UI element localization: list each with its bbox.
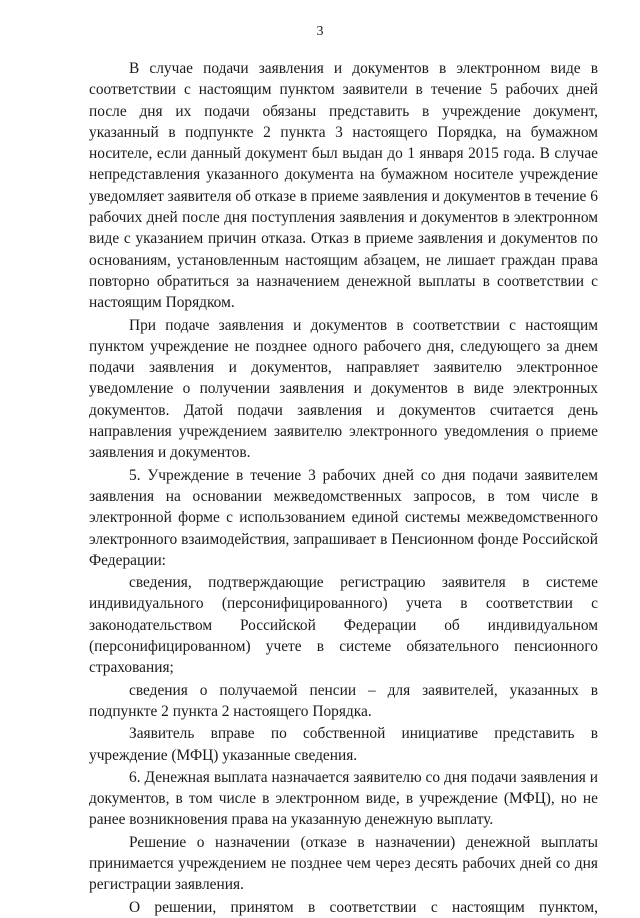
paragraph-applicant-initiative: Заявитель вправе по собственной инициативе представить в учреждение (МФЦ) указанные сведения. xyxy=(89,725,598,764)
paragraph-electronic-submission: В случае подачи заявления и документов в электронном виде в соответствии с настоящим пунктом заявители в течение 5 рабочих дней после дня их подачи обязаны представить в учреждение документ, указанный в подпункте 2 пункта 3 настоящего Порядка, на бумажном носителе, если данный документ был выдан до 1 января 2015 года. В случае непредставления указанного документа на бумажном носителе учреждение уведомляет заявителя об отказе в приеме заявления и документов в течение 6 рабочих дней после дня поступления заявления и документов в электронном виде с указанием причин отказа. Отказ в приеме заявления и документов по основаниям, установленным настоящим абзацем, не лишает граждан права повторно обратиться за назначением денежной выплаты в соответствии с настоящим Порядком. xyxy=(89,60,598,312)
paragraph-electronic-notification: При подаче заявления и документов в соответствии с настоящим пунктом учреждение не позднее одного рабочего дня, следующего за днем подачи заявления и документов, направляет заявителю электронное уведомление о получении заявления и документов в виде электронных документов. Датой подачи заявления и документов считается день направления учреждением заявителю электронного уведомления о приеме заявления и документов. xyxy=(89,316,598,462)
document-body xyxy=(89,58,598,918)
paragraph-registration-info: сведения, подтверждающие регистрацию заявителя в системе индивидуального (персонифицированного) учета в соответствии с законодательством Российской Федерации об индивидуальном (персонифицированном) учете в системе обязательного пенсионного страхования; xyxy=(89,574,598,677)
paragraph-decision-deadline: Решение о назначении (отказе в назначении) денежной выплаты принимается учреждением не позднее чем через десять рабочих дней со дня регистрации заявления. xyxy=(89,833,598,894)
page-number: 3 xyxy=(316,24,324,39)
paragraph-item-6-payment-assignment: 6. Денежная выплата назначается заявителю со дня подачи заявления и документов, в том числе в электронном виде, в учреждение (МФЦ), но не ранее возникновения права на указанную денежную выплату. xyxy=(89,768,598,829)
paragraph-decision-notice: О решении, принятом в соответствии с настоящим пунктом, xyxy=(129,898,598,916)
paragraph-pension-info: сведения о получаемой пенсии – для заявителей, указанных в подпункте 2 пункта 2 настоящего Порядка. xyxy=(89,681,598,720)
paragraph-item-5-interagency-requests: 5. Учреждение в течение 3 рабочих дней со дня подачи заявителем заявления на основании межведомственных запросов, в том числе в электронной форме с использованием единой системы межведомственного электронного взаимодействия, запрашивает в Пенсионном фонде Российской Федерации: xyxy=(89,466,598,569)
